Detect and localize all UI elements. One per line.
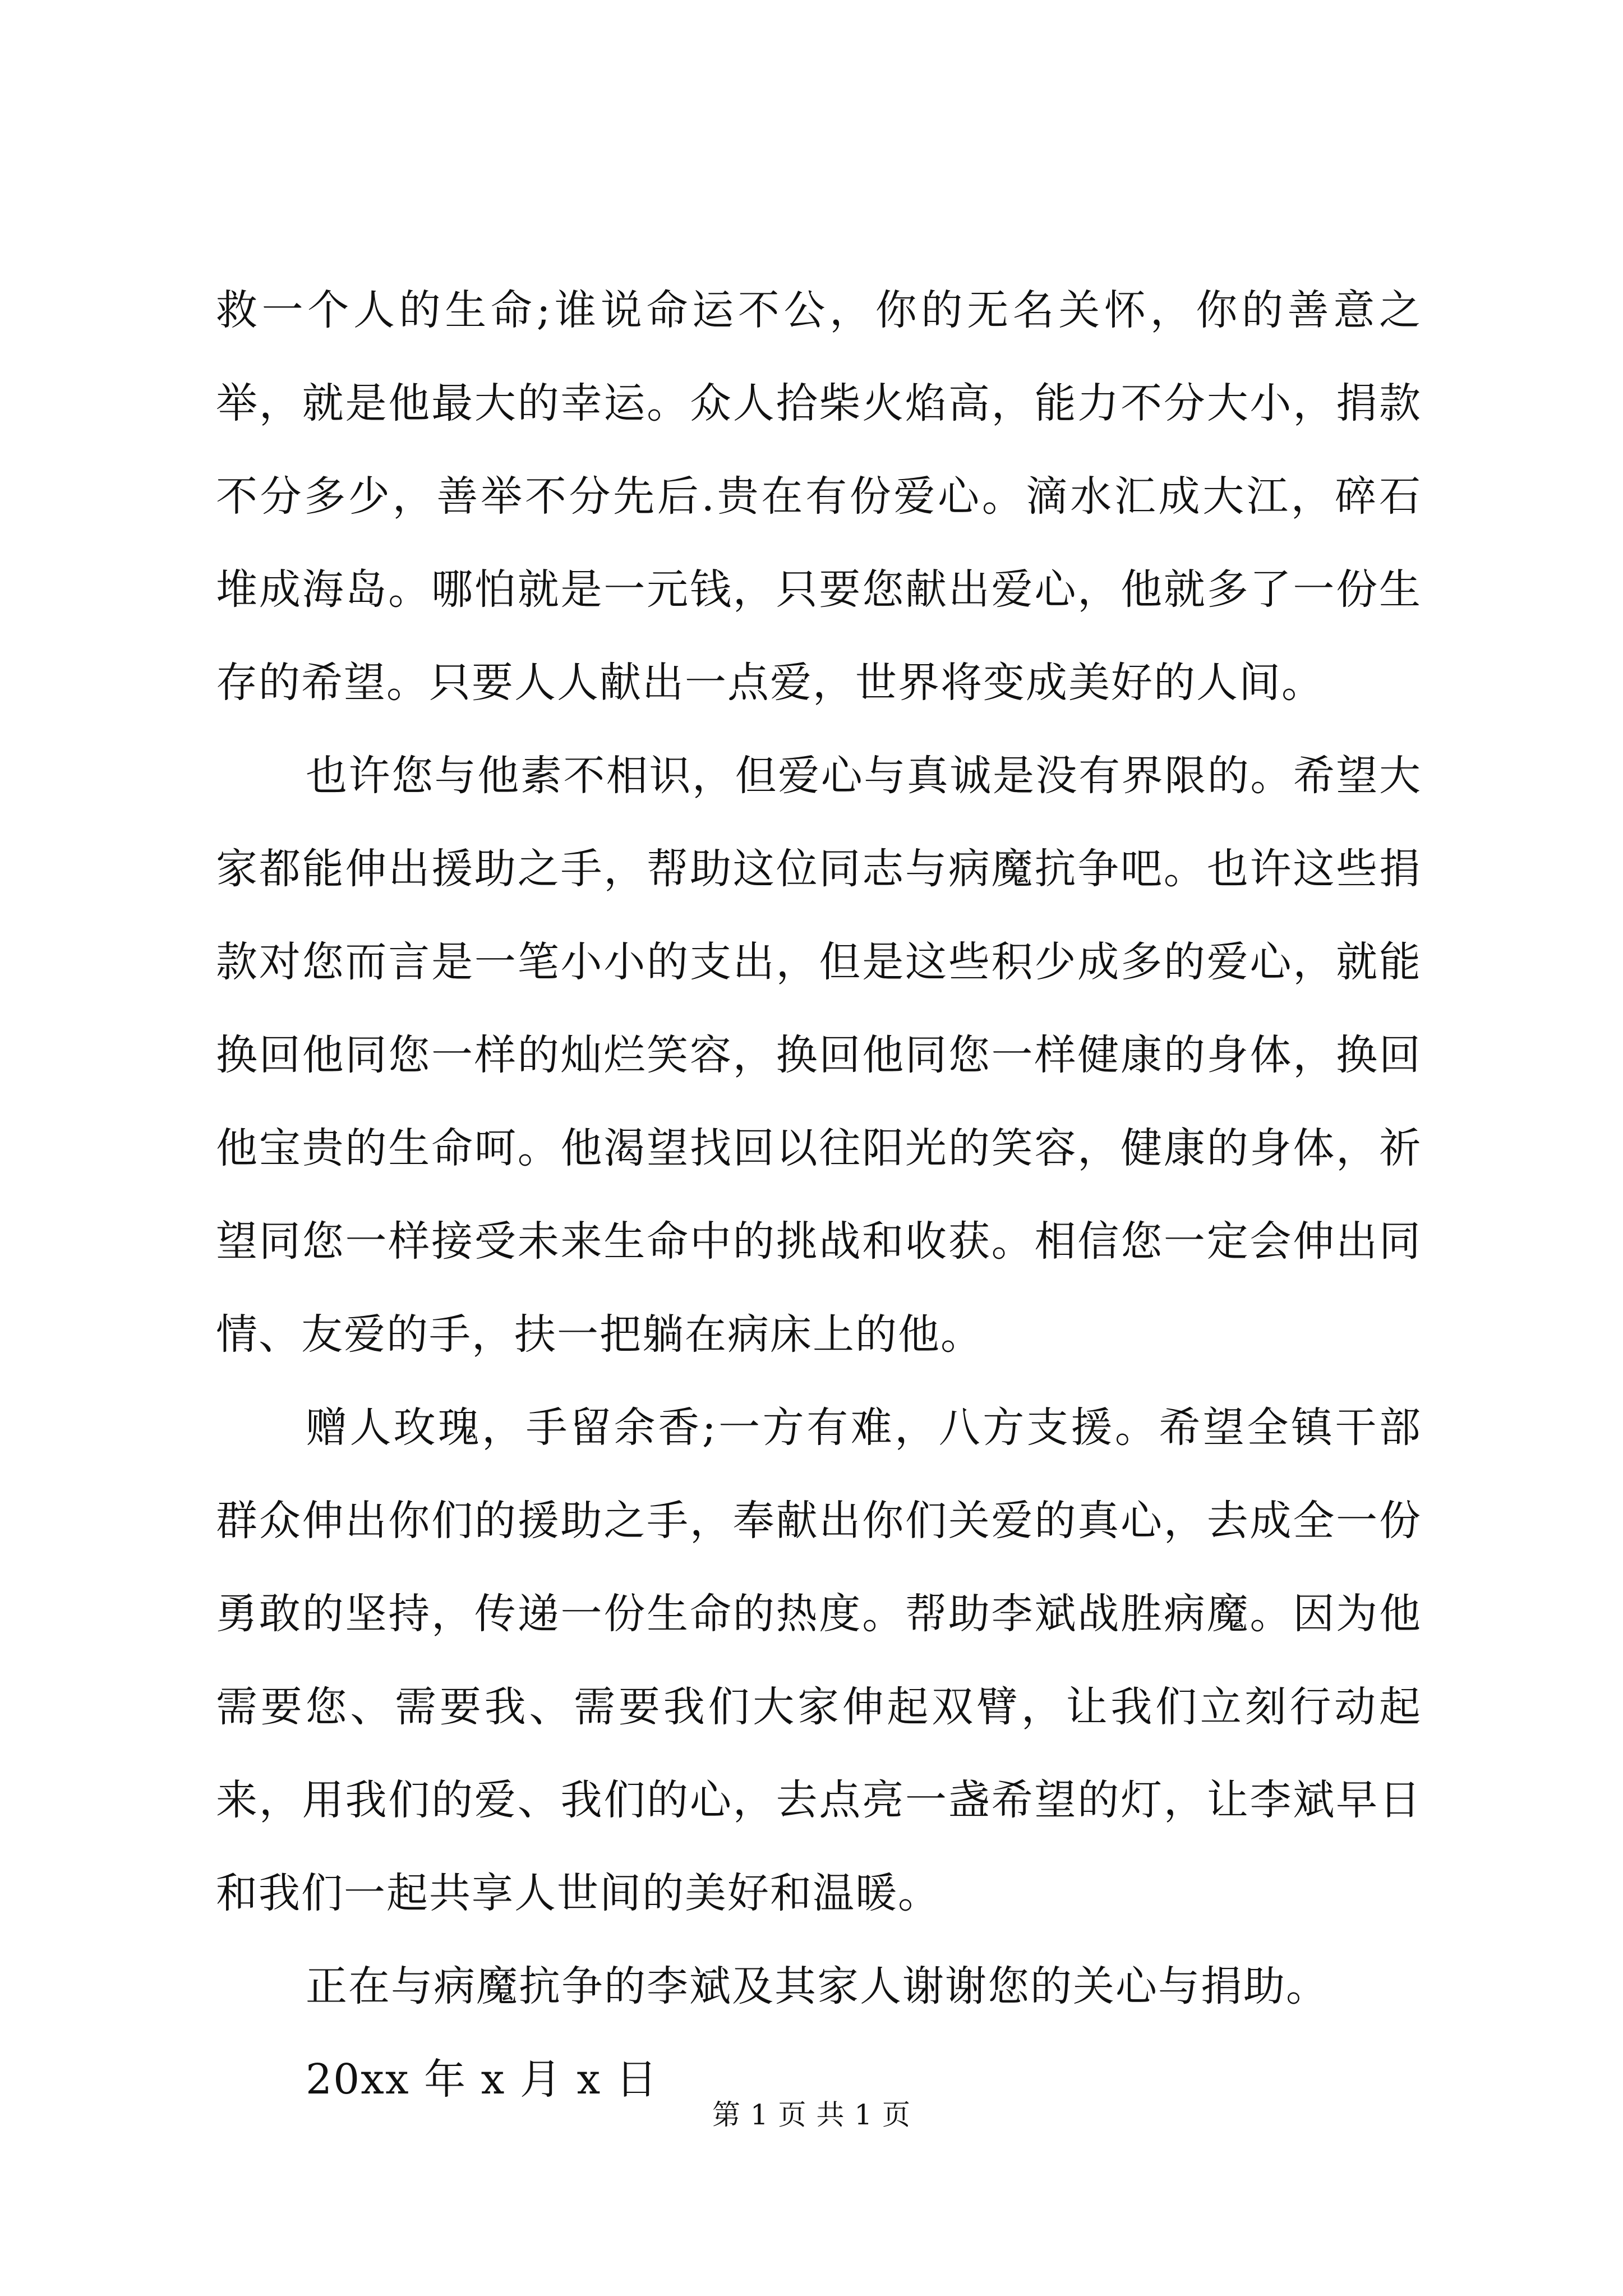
paragraph-appeal: 也许您与他素不相识，但爱心与真诚是没有界限的。希望大家都能伸出援助之手，帮助这位同志与病魔抗争吧。也许这些捐款对您而言是一笔小小的支出，但是这些积少成多的爱心，就能换回他同您一样的灿烂笑容，换回他同您一样健康的身体，换回他宝贵的生命呵。他渴望找回以往阳光的笑容，健康的身体，祈望同您一样接受未来生命中的挑战和收获。相信您一定会伸出同情、友爱的手，扶一把躺在病床上的他。 — [216, 752, 1422, 1359]
paragraph-thanks: 正在与病魔抗争的李斌及其家人谢谢您的关心与捐助。 — [306, 1962, 1329, 2010]
paragraph-continuation: 救一个人的生命;谁说命运不公，你的无名关怀，你的善意之举，就是他最大的幸运。众人拾柴火焰高，能力不分大小，捐款不分多少，善举不分先后.贵在有份爱心。滴水汇成大江，碎石堆成海岛。哪怕就是一元钱，只要您献出爱心，他就多了一份生存的希望。只要人人献出一点爱，世界将变成美好的人间。 — [216, 286, 1422, 707]
page-footer: 第 1 页 共 1 页 — [712, 2099, 911, 2131]
paragraph-call-to-action: 赠人玫瑰，手留余香;一方有难，八方支援。希望全镇干部群众伸出你们的援助之手，奉献出你们关爱的真心，去成全一份勇敢的坚持，传递一份生命的热度。帮助李斌战胜病魔。因为他需要您、需要我、需要我们大家伸起双臂，让我们立刻行动起来，用我们的爱、我们的心，去点亮一盏希望的灯，让李斌早日和我们一起共享人世间的美好和温暖。 — [216, 1404, 1422, 1917]
letter-date: 20xx 年 x 月 x 日 — [306, 2055, 658, 2104]
letter-body — [216, 264, 1422, 2126]
